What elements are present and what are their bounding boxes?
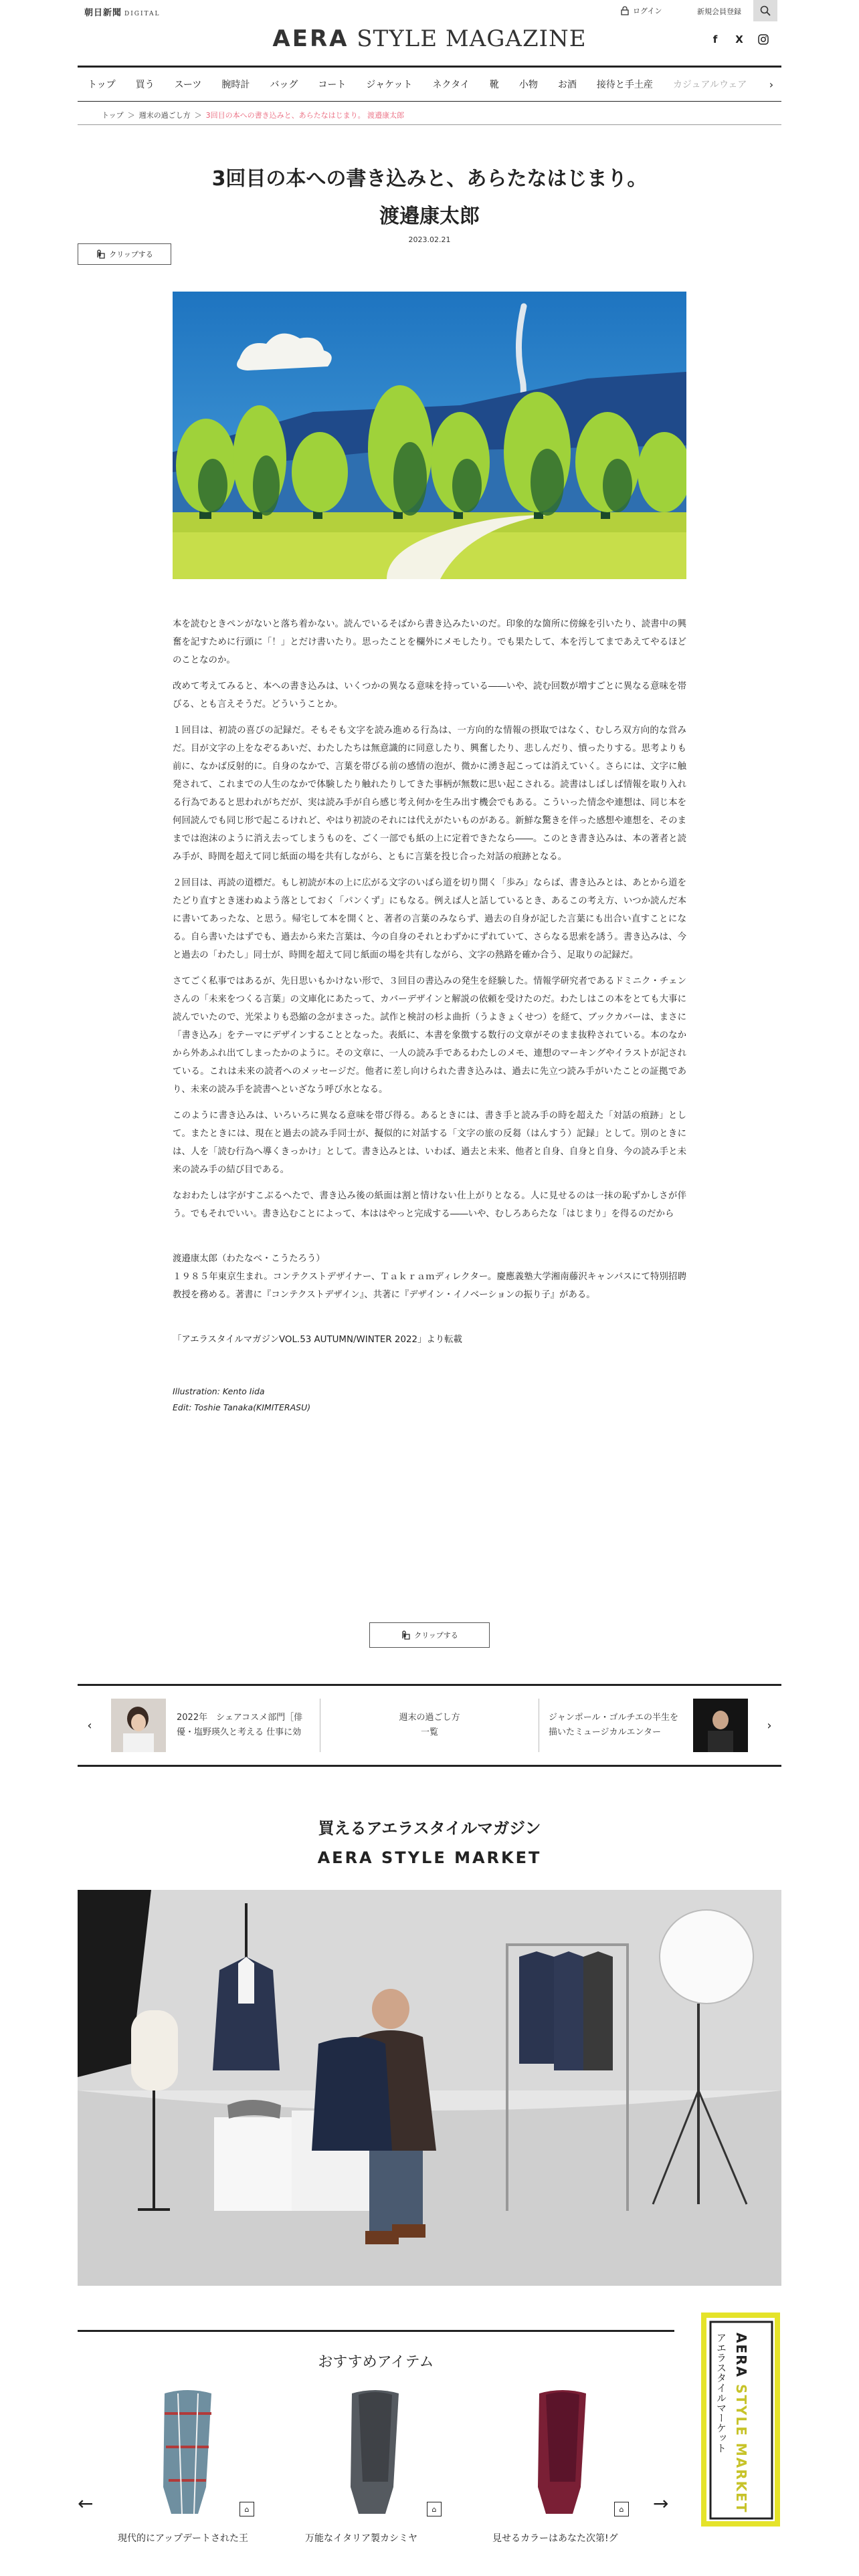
instagram-icon[interactable] xyxy=(757,33,769,45)
article-paragraph: さてごく私事ではあるが、先日思いもかけない形で、３回目の書込みの発生を経験した。情報学研究者であるドミニク・チェンさんの「未来をつくる言葉」の文庫化にあたって、カバーデザインと解説の依頼を受けたのだ。わたしはこの本をとても大事に読んでいたので、光栄よりも恐縮の念がまさった。試作と検討の杉よ曲折（うよきょくせつ）を経て、ブックカバーは、まさに「書き込み」をテーマにデザインすることとなった。表紙に、本書を象徴する数行の文章がそのまま抜粋されている。本のなかから外あふれ出てしまったかのように。その文章に、一人の読み手であるわたしのメモ、連想のマーキングやイラストが記されている。これは未来の読者へのメッセージだ。他者に差し向けられた書き込みは、過去に先立つ読み手がいたことの証拠であり、未来の読み手を読書へといざなう呼び水となる。 xyxy=(173,976,686,1095)
prev-article-link[interactable] xyxy=(102,1699,320,1752)
article-paragraph: このように書き込みは、いろいろに異なる意味を帯び得る。あるときには、書き手と読み手の時を超えた「対話の痕跡」として。またときには、現在と過去の読み手同士が、擬似的に対話する「文字の旅の反芻（はんすう）記録」として。別のときには、人を「読む行為へ導くきっかけ」として。書き込みとは、いわば、過去と未来、他者と自身、自身と自身、今の読み手と未来の読み手の結び目である。 xyxy=(173,1111,686,1175)
related-articles-nav xyxy=(78,1684,781,1767)
market-title-en: AERA STYLE MARKET xyxy=(317,1848,542,1867)
article-date: 2023.02.21 xyxy=(408,235,451,244)
shopping-bag-icon[interactable]: ⌂ xyxy=(614,2502,629,2516)
nav-item[interactable]: 小物 xyxy=(518,80,538,90)
nav-next-arrow[interactable]: › xyxy=(769,78,774,91)
nav-items xyxy=(78,78,761,91)
credits xyxy=(173,1384,686,1416)
market-heading xyxy=(0,1814,859,1872)
brand-name: 朝日新聞 xyxy=(84,8,122,18)
article-paragraph: ２回目は、再読の道標だ。もし初読が本の上に広がる文字のいばら道を切り開く「歩み」ならば、書き込みとは、あとから道をたどり直すとき迷わぬよう落としておく「パンくず」にもなる。例えば人と話しているとき、あるこの考え方、いつか読んだ本に書いてあったな、と思う。帰宅して本を開くと、著者の言葉のみならず、過去の自身が記した言葉にも出合い直すことになる。自ら書いたはずでも、過去から来た言葉は、今の自身のそれとわずかにずれていて、さらなる思索を誘う。書き込みは、今と過去の「わたし」同士が、時間を超えて同じ紙面の場を共有しながら、文字の熱路を確か合う、足取りの記録だ。 xyxy=(173,878,686,960)
product-card[interactable] xyxy=(305,2387,446,2545)
nav-item[interactable]: カジュアルウェア xyxy=(672,80,747,90)
nav-item[interactable]: ネクタイ xyxy=(432,80,470,90)
author-bio xyxy=(173,1250,686,1304)
nav-item[interactable]: バッグ xyxy=(270,80,298,90)
article-paragraph: １回目は、初読の喜びの記録だ。そもそも文字を読み進める行為は、一方向的な情報の摂取ではなく、むしろ双方向的な営みだ。目が文字の上をなぞるあいだ、わたしたちは無意識的に同意したり、興奮したり、悲しんだり、憤ったりする。思考よりも前に、なかば反射的に。自身のなかで、言葉を帯びる前の感情の泡が、微かに湧き起こっては消えていく。さらには、文字に触発されて、これまでの人生のなかで体験したり触れたりしてきた事柄が無数に思い起こされる。読書はしばしば情報を取り入れる行為であると思われがちだが、実は読み手が自ら感じ考え何かを生み出す機会でもある。こういった情念や連想は、同じ本を何回読んでも同じ形で起こるけれど、やはり初読のそれには代えがたいものがある。新鮮な驚きを伴った感想や連想を、そのままでは泡沫のように消え去ってしまうものを、ごく一部でも紙の上に定着できたなら――。このとき書き込みは、本の著者と読み手が、時間を超えて同じ紙面の場を共有しながら、ともに言葉を投じ合った対話の痕跡となる。 xyxy=(173,726,686,862)
nav-item[interactable]: 買う xyxy=(135,80,155,90)
product-card[interactable] xyxy=(492,2387,633,2545)
next-article-arrow[interactable]: › xyxy=(767,1718,772,1733)
article-paragraph: なおわたしは字がすこぶるへたで、書き込み後の紙面は割と情けない仕上がりとなる。人に見せるのは一抹の恥ずかしさが伴う。でもそれでいい。書き込むことによって、本ははやっと完成する――いや、むしろあらたな「はじまり」を得るのだから xyxy=(173,1191,686,1219)
product-image-scarf-cashmere xyxy=(305,2387,446,2520)
top-bar xyxy=(0,0,859,24)
search-icon xyxy=(760,5,771,16)
next-article-link[interactable] xyxy=(539,1699,757,1752)
author-profile: １９８５年東京生まれ。コンテクストデザイナー、Ｔａｋｒａｍディレクター。慶應義塾大学湘南藤沢キャンパスにて特別招聘教授を務める。著書に『コンテクストデザイン』、共著に『デザイン・イノベーションの振り子』がある。 xyxy=(173,1272,686,1300)
shopping-bag-icon[interactable]: ⌂ xyxy=(427,2502,442,2516)
facebook-icon[interactable]: f xyxy=(712,33,718,45)
nav-item[interactable]: スーツ xyxy=(174,80,202,90)
login-label: ログイン xyxy=(633,7,662,15)
nav-item[interactable]: お酒 xyxy=(557,80,577,90)
breadcrumb-current: 3回目の本への書き込みと、あらたなはじまり。 渡邉康太郎 xyxy=(205,111,405,120)
social-links xyxy=(709,33,769,45)
product-image-scarf-burgundy xyxy=(492,2387,633,2520)
site-logo-aera: AERA xyxy=(272,25,349,52)
nav-item[interactable]: 靴 xyxy=(489,80,499,90)
breadcrumb-separator: ＞ xyxy=(127,111,135,120)
product-caption: 現代的にアップデートされた王 xyxy=(118,2533,249,2544)
product-card[interactable] xyxy=(118,2387,258,2545)
breadcrumb-separator: ＞ xyxy=(194,111,202,120)
article-paragraph: 改めて考えてみると、本への書き込みは、いくつかの異なる意味を持っている――いや、読む回数が増すごとに異なる意味を帯びる、とも言えそうだ。どういうことか。 xyxy=(173,681,686,710)
nav-item[interactable]: トップ xyxy=(88,80,116,90)
next-article-title: ジャンポール・ゴルチエの半生を描いたミュージカルエンター xyxy=(549,1713,678,1737)
credit-edit: Edit: Toshie Tanaka(KIMITERASU) xyxy=(173,1402,311,1412)
prev-article-title: 2022年 シェアコスメ部門［俳優・塩野瑛久と考える 仕事に効 xyxy=(177,1713,303,1737)
article-title-line2: 渡邉康太郎 xyxy=(379,205,480,228)
clip-button-top[interactable] xyxy=(78,243,171,265)
product-image-scarf-check xyxy=(118,2387,258,2520)
hero-illustration xyxy=(173,292,686,579)
breadcrumb xyxy=(102,110,404,120)
author-name: 渡邉康太郎（わたなべ・こうたろう） xyxy=(173,1254,325,1264)
market-hero-photo[interactable] xyxy=(78,1890,781,2286)
main-nav xyxy=(78,66,781,102)
brand-sub: DIGITAL xyxy=(124,11,161,17)
category-list-label: 一覧 xyxy=(420,1727,438,1737)
article-body xyxy=(173,615,686,1416)
aera-style-market-banner[interactable] xyxy=(700,2313,780,2527)
product-caption: 見せるカラーはあなた次第!グ xyxy=(492,2533,618,2544)
breadcrumb-home[interactable]: トップ xyxy=(102,111,124,120)
recommended-items xyxy=(78,2330,674,2576)
clip-icon xyxy=(401,1630,410,1640)
article-paragraph: 本を読むときペンがないと落ち着かない。読んでいるそばから書き込みたいのだ。印象的な箇所に傍線を引いたり、読書中の興奮を記すために行頭に「！」とだけ書いたり。思ったことを欄外にメモしたり。でも果たして、本を汚してまであえてやるほどのことなのか。 xyxy=(173,619,686,665)
site-logo-rest: STYLE MAGAZINE xyxy=(357,25,587,52)
lock-icon xyxy=(621,6,629,15)
product-caption: 万能なイタリア製カシミヤ xyxy=(305,2533,417,2544)
recommended-title: おすすめアイテム xyxy=(318,2354,434,2371)
login-link[interactable] xyxy=(621,5,662,16)
banner-jp: アエラスタイルマーケット xyxy=(715,2333,727,2453)
category-list-name: 週末の過ごし方 xyxy=(399,1713,460,1723)
banner-aera: AERA xyxy=(733,2333,749,2379)
x-icon[interactable]: X xyxy=(735,33,743,45)
market-title-jp: 買えるアエラスタイルマガジン xyxy=(318,1819,541,1838)
nav-item[interactable]: 接待と手土産 xyxy=(596,80,653,90)
nav-item[interactable]: コート xyxy=(318,80,347,90)
shopping-bag-icon[interactable]: ⌂ xyxy=(240,2502,254,2516)
breadcrumb-category[interactable]: 週末の過ごし方 xyxy=(138,111,191,120)
article-title xyxy=(0,160,859,235)
credit-illustration: Illustration: Kento Iida xyxy=(173,1386,265,1396)
banner-style: STYLE xyxy=(733,2384,749,2437)
asahi-digital-logo[interactable] xyxy=(84,5,161,18)
article-title-line1: 3回目の本への書き込みと、あらたなはじまり。 xyxy=(211,167,648,191)
prev-article-thumbnail xyxy=(111,1699,166,1752)
category-list-link[interactable] xyxy=(320,1699,539,1752)
clip-icon xyxy=(96,249,105,259)
nav-item[interactable]: ジャケット xyxy=(366,80,413,90)
carousel-prev-arrow[interactable]: ← xyxy=(78,2492,94,2514)
prev-article-arrow[interactable]: ‹ xyxy=(87,1718,92,1733)
breadcrumb-divider xyxy=(78,124,781,125)
nav-item[interactable]: 腕時計 xyxy=(221,80,250,90)
carousel-next-arrow[interactable]: → xyxy=(653,2492,669,2514)
register-link[interactable]: 新規会員登録 xyxy=(697,7,741,16)
banner-market: MARKET xyxy=(733,2442,749,2514)
source-note: 「アエラスタイルマガジンVOL.53 AUTUMN/WINTER 2022」より転載 xyxy=(173,1335,462,1345)
search-button[interactable] xyxy=(753,0,777,21)
clip-label: クリップする xyxy=(414,1631,458,1640)
clip-button-bottom[interactable] xyxy=(369,1622,490,1648)
next-article-thumbnail xyxy=(693,1699,748,1752)
clip-label: クリップする xyxy=(109,250,153,259)
